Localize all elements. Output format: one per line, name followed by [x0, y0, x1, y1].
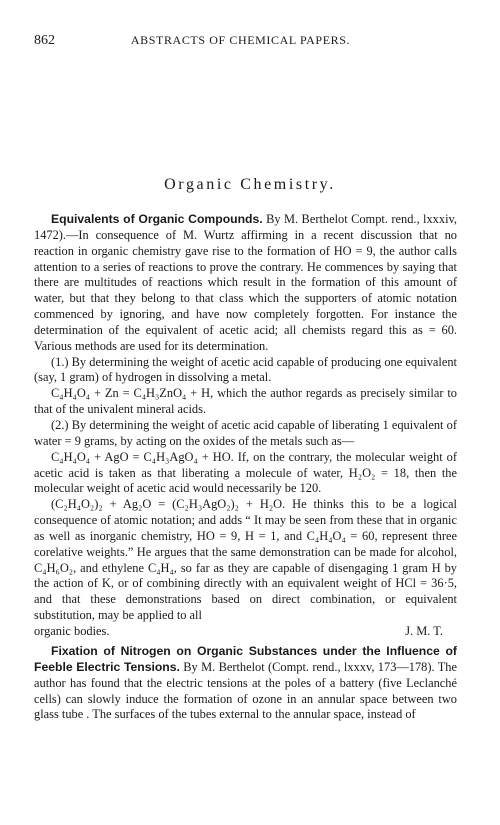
article-paragraph: (1.) By determining the weight of acetic acid capable of producing one equivalent (say, 1 gram) of hydrogen in dissolving a metal. [34, 354, 457, 385]
article-title: Fixation of Nitrogen on Organic Substances under the Influence of Feeble Electric Tensions. [34, 644, 457, 674]
article-text: By M. Berthelot Compt. rend., lxxxiv, 1472).—In consequence of M. Wurtz affirming in a recent discussion that no reaction in organic chemistry gave rise to the formation of HO = 9, the author calls attention to a series of reactions to prove the contrary. He commences by saying that there are multitudes of reactions which result in the formation of this amount of water, but that they belong to that class which the supporters of atomic notation commenced by ignoring, and have now completely forgotten. For instance the determination of the equivalent of acetic acid; all chemists regard this as = 60. Various methods are used for its determination. [34, 212, 457, 353]
page-header [34, 33, 460, 49]
article-paragraph [34, 644, 457, 723]
article-title: Equivalents of Organic Compounds. [51, 212, 263, 226]
closing-line [34, 624, 457, 640]
article-paragraph: C₄H₄O₄ + AgO = C₄H₃AgO₄ + HO. If, on the contrary, the molecular weight of acetic acid is taken as that liberating a molecule of water, H₂O₂ = 18, then the molecular weight of acetic acid would necessarily be 120. [34, 449, 457, 496]
article-paragraph: (2.) By determining the weight of acetic acid capable of liberating 1 equivalent of water = 9 grams, by acting on the oxides of the metals such as— [34, 417, 457, 448]
article-paragraph: C₄H₄O₄ + Zn = C₄H₃ZnO₄ + H, which the author regards as precisely similar to that of the univalent mineral acids. [34, 386, 457, 417]
article-fixation-of-nitrogen [34, 644, 457, 723]
running-head: ABSTRACTS OF CHEMICAL PAPERS. [130, 33, 351, 47]
article-paragraph [34, 212, 457, 355]
author-signature: J. M. T. [405, 623, 443, 638]
article-paragraph: (C₂H₄O₂)₂ + Ag₂O = (C₂H₃AgO₂)₂ + H₂O. He thinks this to be a logical consequence of atomic notation; and adds “ It may be seen from these that in organic as well as inorganic chemistry, HO = 9, H = 1, and C₄H₄O₄ = 60, represent three corelative weights.” He argues that the same demonstration can be made for alcohol, C₄H₆O₂, and ethylene C₄H₄, so far as they are capable of disengaging 1 gram H by the action of K, or of combining directly with an equivalent weight of HCl = 36·5, and that these demonstrations based on direct combination, or equivalent substitution, may be applied to all [34, 497, 457, 623]
article-text: By M. Berthelot (Compt. rend., lxxxv, 173—178). The author has found that the electric tensions at the poles of a battery (five Leclanché cells) can slowly induce the formation of ozone in an annular space between two glass tube . The surfaces of the tubes external to the annular space, instead of [34, 659, 457, 722]
page-number: 862 [34, 33, 55, 48]
section-title: Organic Chemistry. [164, 176, 336, 193]
closing-text: organic bodies. [34, 623, 110, 638]
article-equivalents [34, 212, 457, 640]
